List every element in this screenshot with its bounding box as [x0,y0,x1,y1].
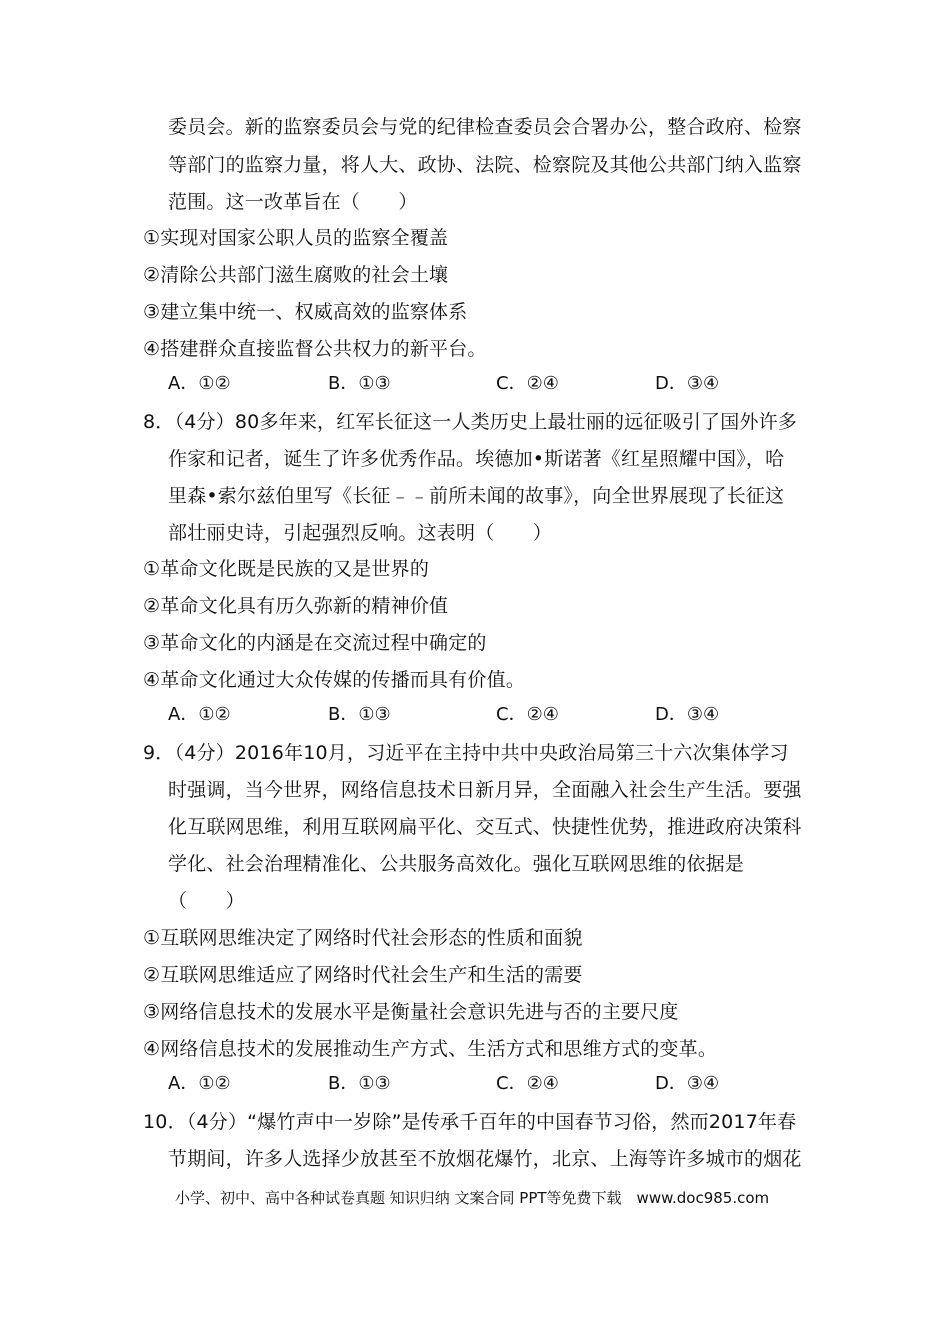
q9-line-3: 化互联网思维，利用互联网扁平化、交互式、快捷性优势，推进政府决策科 [168,816,802,838]
q7-line-1: 委员会。新的监察委员会与党的纪律检查委员会合署办公，整合政府、检察 [168,116,802,138]
q7-choice-a: A．①② [168,373,231,394]
q7-line-3: 范围。这一改革旨在（ ） [168,191,418,213]
q9-choice-b: B．①③ [328,1073,391,1094]
q8-choice-a: A．①② [168,704,231,725]
q9-option-1: ①互联网思维决定了网络时代社会形态的性质和面貌 [143,927,583,949]
q9-choice-c: C．②④ [496,1073,559,1094]
q9-choice-a: A．①② [168,1073,231,1094]
q8-first-line: 8．（4分）80多年来，红军长征这一人类历史上最壮丽的远征吸引了国外许多 [143,411,798,433]
q7-option-2: ②清除公共部门滋生腐败的社会土壤 [143,264,449,286]
q8-line-2: 作家和记者，诞生了许多优秀作品。埃德加•斯诺著《红星照耀中国》，哈 [168,448,785,470]
q9-choice-d: D．③④ [655,1073,720,1094]
q9-line-5: （ ） [168,890,245,912]
q8-choice-c: C．②④ [496,704,559,725]
q7-option-3: ③建立集中统一、权威高效的监察体系 [143,301,468,323]
q9-option-4: ④网络信息技术的发展推动生产方式、生活方式和思维方式的变革。 [143,1038,718,1060]
q8-line-3: 里森•索尔兹伯里写《长征﹣﹣前所未闻的故事》，向全世界展现了长征这 [168,485,785,507]
q8-choice-b: B．①③ [328,704,391,725]
q10-line-2: 节期间，许多人选择少放甚至不放烟花爆竹，北京、上海等许多城市的烟花 [168,1148,802,1170]
q8-option-2: ②革命文化具有历久弥新的精神价值 [143,595,449,617]
q8-line-4: 部壮丽史诗，引起强烈反响。这表明（ ） [168,522,553,544]
q8-choice-d: D．③④ [655,704,720,725]
q8-option-3: ③革命文化的内涵是在交流过程中确定的 [143,632,487,654]
q7-option-1: ①实现对国家公职人员的监察全覆盖 [143,227,449,249]
q9-line-2: 时强调，当今世界，网络信息技术日新月异，全面融入社会生产生活。要强 [168,779,802,801]
q9-line-4: 学化、社会治理精准化、公共服务高效化。强化互联网思维的依据是 [168,853,745,875]
q8-option-4: ④革命文化通过大众传媒的传播而具有价值。 [143,669,526,691]
q7-choice-b: B．①③ [328,373,391,394]
q7-option-4: ④搭建群众直接监督公共权力的新平台。 [143,338,487,360]
q10-first-line: 10．（4分）“爆竹声中一岁除”是传承千百年的中国春节习俗，然而2017年春 [143,1111,797,1133]
q8-option-1: ①革命文化既是民族的又是世界的 [143,558,430,580]
q7-choice-c: C．②④ [496,373,559,394]
q9-first-line: 9．（4分）2016年10月，习近平在主持中共中央政治局第三十六次集体学习 [143,742,789,764]
q7-choice-d: D．③④ [655,373,720,394]
q9-option-2: ②互联网思维适应了网络时代社会生产和生活的需要 [143,964,583,986]
q9-option-3: ③网络信息技术的发展水平是衡量社会意识先进与否的主要尺度 [143,1001,679,1023]
page-footer: 小学、初中、高中各种试卷真题 知识归纳 文案合同 PPT等免费下载 www.doc985.com [175,1189,770,1207]
q7-line-2: 等部门的监察力量，将人大、政协、法院、检察院及其他公共部门纳入监察 [168,154,802,176]
